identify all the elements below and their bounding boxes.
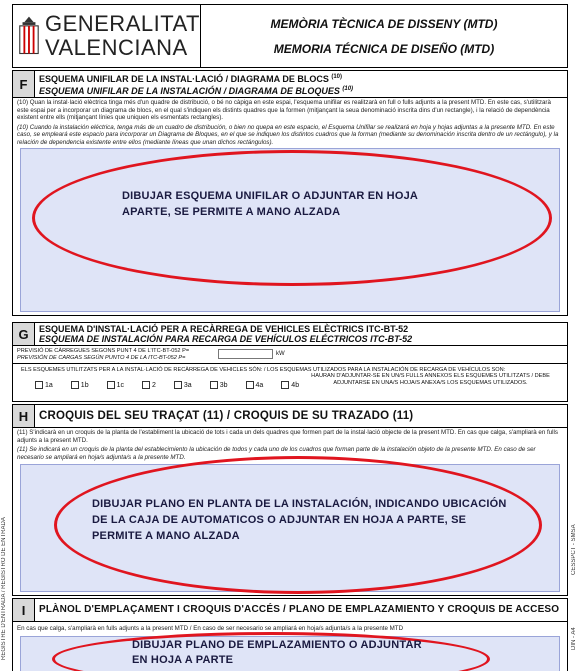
- section-g: [12, 322, 568, 402]
- section-h-note-es: (11) Se indicará en un croquis de la planta del establecimiento la ubicación de todos y cada uno de los cuadros que forman parte de la instalación objeto de la presente MTD. En caso de ser necesario se ampliará en hoja/s adjunta/s a la presente MTD.: [17, 446, 536, 461]
- coat-of-arms-icon: [17, 13, 41, 59]
- checkbox-icon[interactable]: [174, 381, 182, 389]
- section-f-title-va: ESQUEMA UNIFILAR DE LA INSTAL·LACIÓ / DIAGRAMA DE BLOCS: [39, 74, 329, 84]
- scheme-checkboxes: [35, 381, 317, 389]
- load-forecast-va: PREVISIÓ DE CÀRREGUES SEGONS PUNT 4 DE L'ITC-BT-052 P=: [17, 348, 190, 354]
- section-h-heading: [13, 405, 567, 428]
- section-h-title: CROQUIS DEL SEU TRAÇAT (11) / CROQUIS DE SU TRAZADO (11): [39, 410, 414, 422]
- form-header: [12, 4, 568, 68]
- load-forecast-unit: kW: [276, 351, 285, 357]
- checkbox-icon[interactable]: [71, 381, 79, 389]
- checkbox-icon[interactable]: [35, 381, 43, 389]
- section-i-annotation: DIBUJAR PLANO DE EMPLAZAMIENTO O ADJUNTAR EN HOJA A PARTE: [132, 639, 422, 666]
- section-h-note-va: (11) S'indicarà en un croquis de la planta de l'establiment la ubicació de tots i cada un dels quadres que formen part de la instal·lació objecte de la present MTD. En cas que calga, s'ampliarà en fulls adjunts a la present MTD.: [17, 429, 559, 444]
- section-g-title-va: ESQUEMA D'INSTAL·LACIÓ PER A RECÀRREGA DE VEHICLES ELÈCTRICS ITC-BT-52: [39, 324, 409, 334]
- section-f-heading: [13, 71, 567, 98]
- form-titles: [201, 5, 567, 67]
- scheme-option[interactable]: 3a: [174, 381, 192, 389]
- scheme-option[interactable]: 3b: [210, 381, 228, 389]
- scheme-option[interactable]: 4b: [281, 381, 299, 389]
- section-g-heading: [13, 323, 567, 346]
- section-h-letter: H: [13, 405, 35, 427]
- section-f-annotation: DIBUJAR ESQUEMA UNIFILAR O ADJUNTAR EN HOJA APARTE, SE PERMITE A MANO ALZADA: [122, 190, 418, 218]
- section-g-letter: G: [13, 323, 35, 345]
- load-forecast-input[interactable]: [218, 349, 273, 359]
- section-f-note-es: (10) Cuando la instalación eléctrica, tenga más de un cuadro de distribución, o bien no quepa en este espacio, el Esquema Unifilar se realizará en hoja y hojas adjuntas a la presente MTD. En este caso, se empleará este espacio para incorporar un Diagrama de Bloques, en el que se indiquen los distintos cuadros que la forman (mediante su denominación inscrita dentro de un rectángulo), y la relación de dependencia existente entre ellos (mediante líneas que unan dichos rectángulos).: [17, 123, 559, 146]
- schemes-options-row: [13, 373, 567, 393]
- section-h-annotation: DIBUJAR PLANO EN PLANTA DE LA INSTALACIÓN, INDICANDO UBICACIÓN DE LA CAJA DE AUTOMATICOS O ADJUNTAR EN HOJA A PARTE, SE PERMITE A MANO ALZADA: [92, 498, 507, 542]
- scheme-option[interactable]: 2: [142, 381, 156, 389]
- section-f-note-va: (10) Quan la instal·lació elèctrica tinga més d'un quadre de distribució, o bé no càpiga en este espai, l'esquema unifilar es realitzarà en full o fulls adjunts a la present MTD. En este cas, s'utilitzarà este espai per a incorporar un diagrama de blocs, en el qual s'indiquen els distints quadres que la formen (mitjançant la seua denominació inscrita dins d'un rectangle), i la relació de dependència existent entre ells (mitjançant línies que uniquen els esmentats rectangles).: [17, 99, 551, 122]
- scheme-option[interactable]: 4a: [246, 381, 264, 389]
- scheme-option[interactable]: 1b: [71, 381, 89, 389]
- right-margin-size: DIN - A4: [571, 627, 577, 650]
- logo-line-2: VALENCIANA: [44, 35, 188, 60]
- section-i-note: En cas que calga, s'ampliarà en fulls adjunts a la present MTD / En caso de ser necesario se ampliará en hoja/s adjunta/s a la presente MTD: [17, 625, 404, 632]
- form-page: [12, 4, 570, 671]
- section-f-title-es: ESQUEMA UNIFILAR DE LA INSTALACIÓN / DIAGRAMA DE BLOQUES: [39, 86, 340, 96]
- checkbox-icon[interactable]: [281, 381, 289, 389]
- checkbox-icon[interactable]: [246, 381, 254, 389]
- scheme-option[interactable]: 1c: [107, 381, 124, 389]
- section-i-heading: [13, 599, 567, 622]
- checkbox-icon[interactable]: [142, 381, 150, 389]
- scheme-option[interactable]: 1a: [35, 381, 53, 389]
- right-margin-code: CESSPCT - SMSA: [571, 524, 577, 575]
- form-title-spanish: MEMORIA TÉCNICA DE DISEÑO (MTD): [273, 41, 495, 56]
- section-i-letter: I: [13, 599, 35, 621]
- schemes-label: ELS ESQUEMES UTILITZATS PER A LA INSTAL·LACIÓ DE RECÀRREGA DE VEHICLES SÓN: / LOS ESQUEMAS UTILIZADOS PARA LA INSTALACIÓN DE RECARGA DE VEHÍCULOS SON:: [21, 367, 506, 373]
- section-f-ref-1: (10): [331, 74, 343, 80]
- load-forecast-es: PREVISIÓN DE CARGAS SEGÚN PUNTO 4 DE LA ITC-BT-052 P=: [17, 355, 186, 361]
- checkbox-icon[interactable]: [107, 381, 115, 389]
- section-g-title-es: ESQUEMA DE INSTALACIÓN PARA RECARGA DE VEHÍCULOS ELÉCTRICOS ITC-BT-52: [39, 334, 413, 344]
- logo-line-1: GENERALITAT: [44, 11, 200, 36]
- section-f-letter: F: [13, 71, 35, 97]
- form-title-valencian: MEMÒRIA TÈCNICA DE DISSENY (MTD): [270, 16, 498, 31]
- generalitat-logo: [13, 5, 201, 67]
- attach-schemes-note: HAURAN D'ADJUNTAR-SE EN UN/S FULLS ANNEXOS ELS ESQUEMES UTILITZATS / DEBE ADJUNTARSE EN UNA/S HOJA/S ANEXA/S LOS ESQUEMAS UTILIZADOS.: [311, 373, 550, 386]
- section-i-title: PLÀNOL D'EMPLAÇAMENT I CROQUIS D'ACCÉS / PLANO DE EMPLAZAMIENTO Y CROQUIS DE ACCESO: [39, 604, 560, 615]
- left-margin-label: REGISTRE D'ENTRADA / REGISTRO DE ENTRADA: [1, 517, 7, 660]
- checkbox-icon[interactable]: [210, 381, 218, 389]
- section-f-ref-2: (10): [342, 86, 354, 92]
- load-forecast-row: [13, 346, 567, 364]
